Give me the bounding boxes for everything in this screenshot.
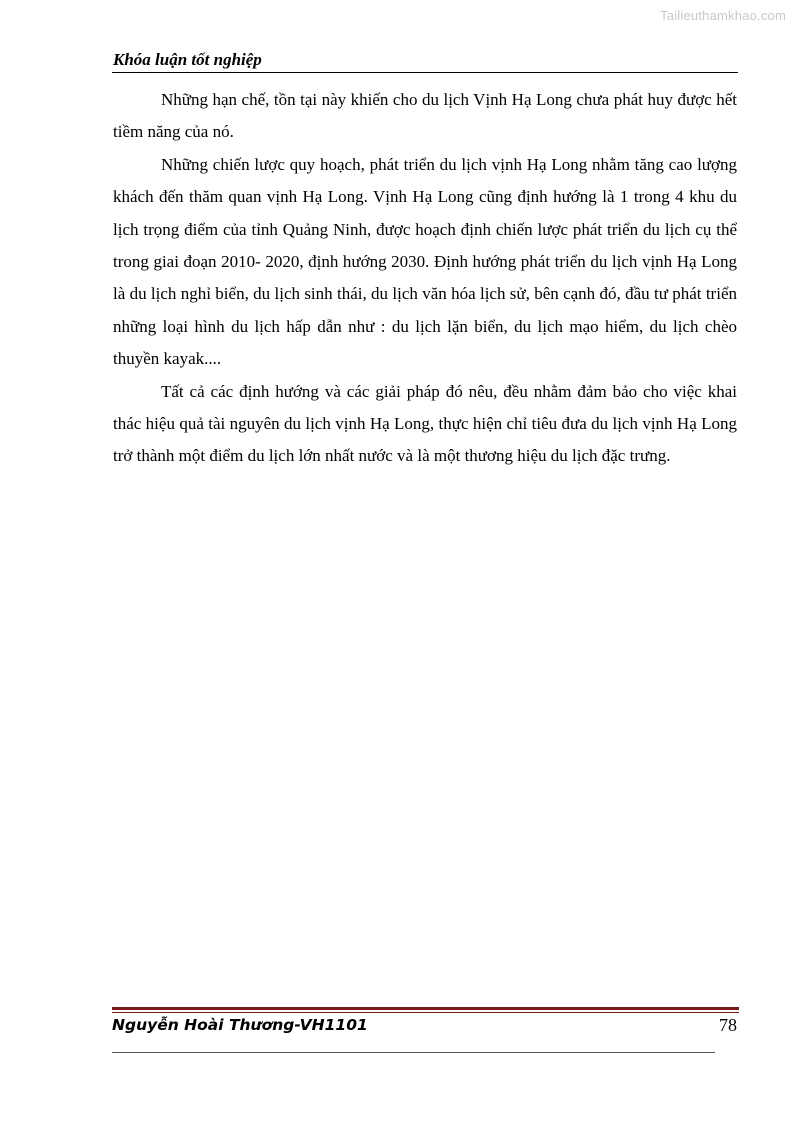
header-divider	[112, 72, 738, 73]
footer-divider-thin	[112, 1012, 739, 1013]
body-paragraph-3: Tất cả các định hướng và các giải pháp đó nêu, đều nhằm đảm bảo cho việc khai thác hiệu quả tài nguyên du lịch vịnh Hạ Long, thực hiện chỉ tiêu đưa du lịch vịnh Hạ Long trở thành một điểm du lịch lớn nhất nước và là một thương hiệu du lịch đặc trưng.	[113, 381, 737, 466]
document-body	[113, 84, 737, 473]
page-header-title: Khóa luận tốt nghiệp	[113, 50, 262, 69]
body-paragraph-1: Những hạn chế, tồn tại này khiến cho du lịch Vịnh Hạ Long chưa phát huy được hết tiềm năng của nó.	[113, 90, 737, 142]
footer-author: Nguyễn Hoài Thương-VH1101	[112, 1016, 368, 1034]
footer-divider-thick	[112, 1007, 739, 1010]
footer-bottom-divider	[112, 1052, 715, 1053]
body-paragraph-2: Những chiến lược quy hoạch, phát triển du lịch vịnh Hạ Long nhằm tăng cao lượng khách đến thăm quan vịnh Hạ Long. Vịnh Hạ Long cũng định hướng là 1 trong 4 khu du lịch trọng điểm của tỉnh Quảng Ninh, được hoạch định chiến lược phát triển du lịch cụ thể trong giai đoạn 2010- 2020, định hướng 2030. Định hướng phát triển du lịch vịnh Hạ Long là du lịch nghỉ biển, du lịch sinh thái, du lịch văn hóa lịch sử, bên cạnh đó, đầu tư phát triển những loại hình du lịch hấp dẫn như : du lịch lặn biển, du lịch mạo hiểm, du lịch chèo thuyền kayak....	[113, 154, 737, 369]
page-number: 78	[719, 1015, 737, 1035]
watermark-text: Tailieuthamkhao.com	[660, 8, 786, 23]
